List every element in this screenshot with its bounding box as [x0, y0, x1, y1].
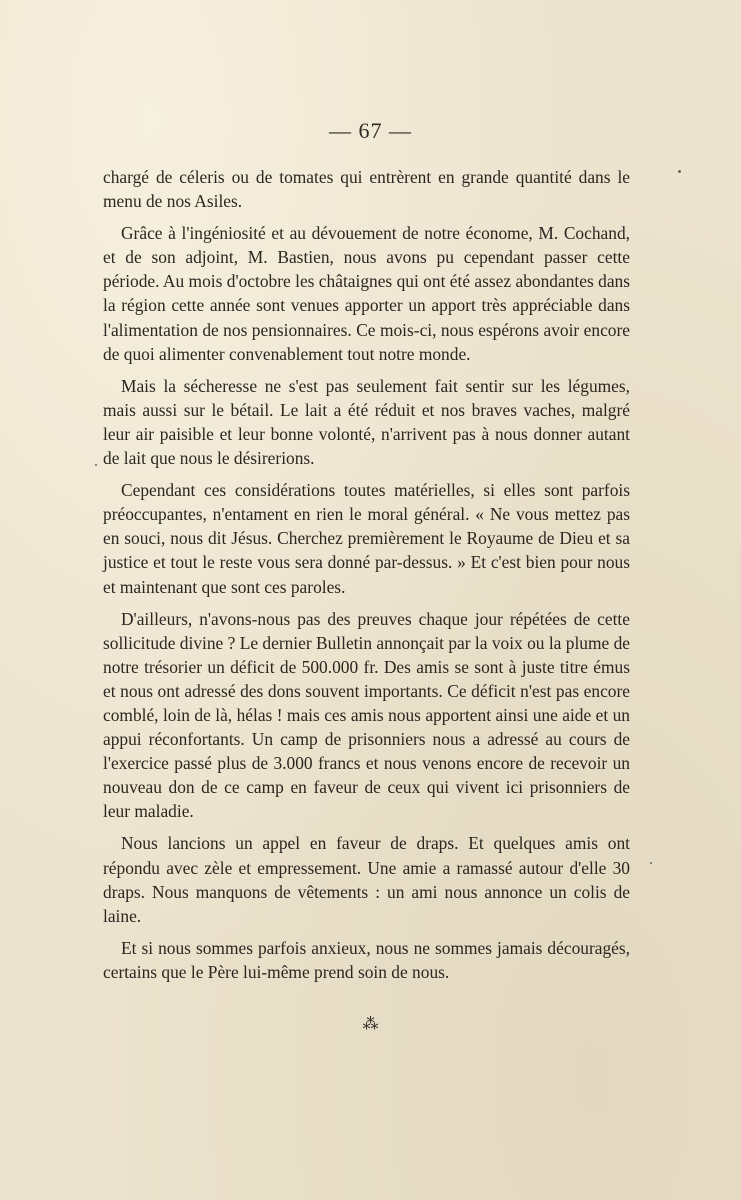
paragraph: Et si nous sommes parfois anxieux, nous ne sommes jamais découragés, certains que le Père lui-même prend soin de nous. — [103, 937, 630, 982]
body-text — [103, 165, 630, 992]
paper-speck — [678, 170, 681, 173]
paper-speck — [95, 464, 97, 466]
asterism-ornament: ⁂ — [362, 1016, 379, 1033]
paragraph: D'ailleurs, n'avons-nous pas des preuves chaque jour répétées de cette sollicitude divine ? Le dernier Bulletin annonçait par la voix ou la plume de notre trésorier un déficit de 500.000 fr. Des amis se sont à juste titre émus et nous ont adressé des dons souvent importants. Ce déficit n'est pas encore comblé, loin de là, hélas ! mais ces amis nous apportent ainsi une aide et un appui réconfortants. Un camp de prisonniers nous a adressé au cours de l'exercice passé plus de 3.000 francs et nous venons encore de recevoir un nouveau don de ce camp en faveur de ceux qui vivent ici prisonniers de leur maladie. — [103, 608, 630, 822]
paragraph: Grâce à l'ingéniosité et au dévouement de notre économe, M. Cochand, et de son adjoint, M. Bastien, nous avons pu cependant passer cette période. Au mois d'octobre les châtaignes qui ont été assez abondantes dans la région cette année sont venues apporter un apport très appréciable dans l'alimentation de nos pensionnaires. Ce mois-ci, nous espérons avoir encore de quoi alimenter convenablement tout notre monde. — [103, 223, 630, 364]
page-number: — 67 — — [329, 118, 412, 143]
paragraph: chargé de céleris ou de tomates qui entrèrent en grande quantité dans le menu de nos Asiles. — [103, 167, 630, 212]
paragraph: Nous lancions un appel en faveur de draps. Et quelques amis ont répondu avec zèle et empressement. Une amie a ramassé autour d'elle 30 draps. Nous manquons de vêtements : un ami nous annonce un colis de laine. — [103, 833, 630, 926]
paper-speck — [650, 862, 652, 864]
paragraph: Mais la sécheresse ne s'est pas seulement fait sentir sur les légumes, mais aussi sur le bétail. Le lait a été réduit et nos braves vaches, malgré leur air paisible et leur bonne volonté, n'arrivent pas à nous donner autant de lait que nous le désirerions. — [103, 375, 630, 469]
paragraph: Cependant ces considérations toutes matérielles, si elles sont parfois préoccupantes, n'entament en rien le moral général. « Ne vous mettez pas en souci, nous dit Jésus. Cherchez premièrement le Royaume de Dieu et sa justice et tout le reste vous sera donné par-dessus. » Et c'est bien pour nous et maintenant que sont ces paroles. — [103, 480, 630, 597]
